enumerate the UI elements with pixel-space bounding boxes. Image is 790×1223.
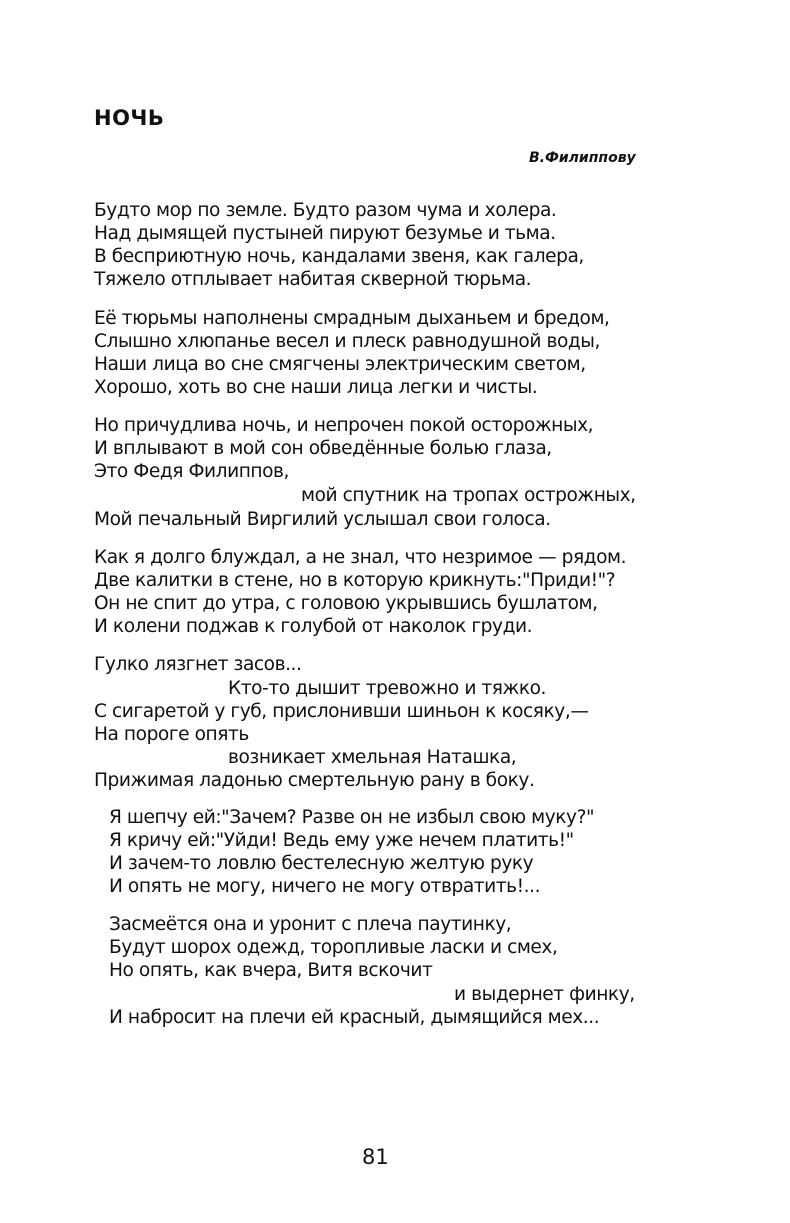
poem-line: И колени поджав к голубой от наколок груди.: [94, 616, 533, 637]
poem-line-indented: и выдернет финку,: [454, 984, 635, 1005]
poem-line: Я кричу ей:"Уйди! Ведь ему уже нечем платить!": [109, 830, 574, 851]
poem-line: И опять не могу, ничего не могу отвратить!...: [109, 876, 541, 897]
poem-line: В бесприютную ночь, кандалами звеня, как галера,: [94, 246, 584, 267]
poem-line: Но причудлива ночь, и непрочен покой осторожных,: [94, 415, 594, 436]
poem-line: И набросит на плечи ей красный, дымящийся мех...: [109, 1007, 600, 1028]
dedication: В.Филиппову: [529, 150, 636, 166]
poem-line: И вплывают в мой сон обведённые болью глаза,: [94, 438, 552, 459]
poem-line: Это Федя Филиппов,: [94, 461, 290, 482]
poem-line: Он не спит до утра, с головою укрывшись бушлатом,: [94, 593, 598, 614]
poem-line: Гулко лязгнет засов...: [94, 654, 302, 675]
poem-line: Я шепчу ей:"Зачем? Разве он не избыл свою муку?": [109, 807, 595, 828]
poem-line: С сигаретой у губ, прислонивши шиньон к косяку,—: [94, 701, 589, 722]
poem-line: Слышно хлюпанье весел и плеск равнодушной воды,: [94, 331, 600, 352]
poem-line-indented: возникает хмельная Наташка,: [228, 747, 517, 768]
poem-line: Её тюрьмы наполнены смрадным дыханьем и бредом,: [94, 308, 610, 329]
poem-title: НОЧЬ: [94, 106, 165, 130]
poem-line-indented: мой спутник на тропах острожных,: [301, 485, 636, 506]
poem-line: Как я долго блуждал, а не знал, что незримое — рядом.: [94, 547, 627, 568]
poem-line: Прижимая ладонью смертельную рану в боку.: [94, 770, 535, 791]
poem-line: Мой печальный Виргилий услышал свои голоса.: [94, 509, 551, 530]
poem-line: На пороге опять: [94, 724, 249, 745]
poem-line: Засмеётся она и уронит с плеча паутинку,: [109, 914, 512, 935]
poem-line: Будто мор по земле. Будто разом чума и холера.: [94, 200, 557, 221]
poem-line: Наши лица во сне смягчены электрическим светом,: [94, 354, 586, 375]
poem-line-indented: Кто-то дышит тревожно и тяжко.: [228, 678, 546, 699]
poem-line: Над дымящей пустыней пируют безумье и тьма.: [94, 223, 556, 244]
page-number: 81: [362, 1145, 389, 1169]
poem-line: Две калитки в стене, но в которую крикнуть:"Приди!"?: [94, 570, 616, 591]
poem-line: Хорошо, хоть во сне наши лица легки и чисты.: [94, 377, 538, 398]
poem-line: И зачем-то ловлю бестелесную желтую руку: [109, 853, 534, 874]
poem-line: Тяжело отплывает набитая скверной тюрьма.: [94, 269, 532, 290]
poem-line: Будут шорох одежд, торопливые ласки и смех,: [109, 937, 558, 958]
poem-line: Но опять, как вчера, Витя вскочит: [109, 960, 433, 981]
